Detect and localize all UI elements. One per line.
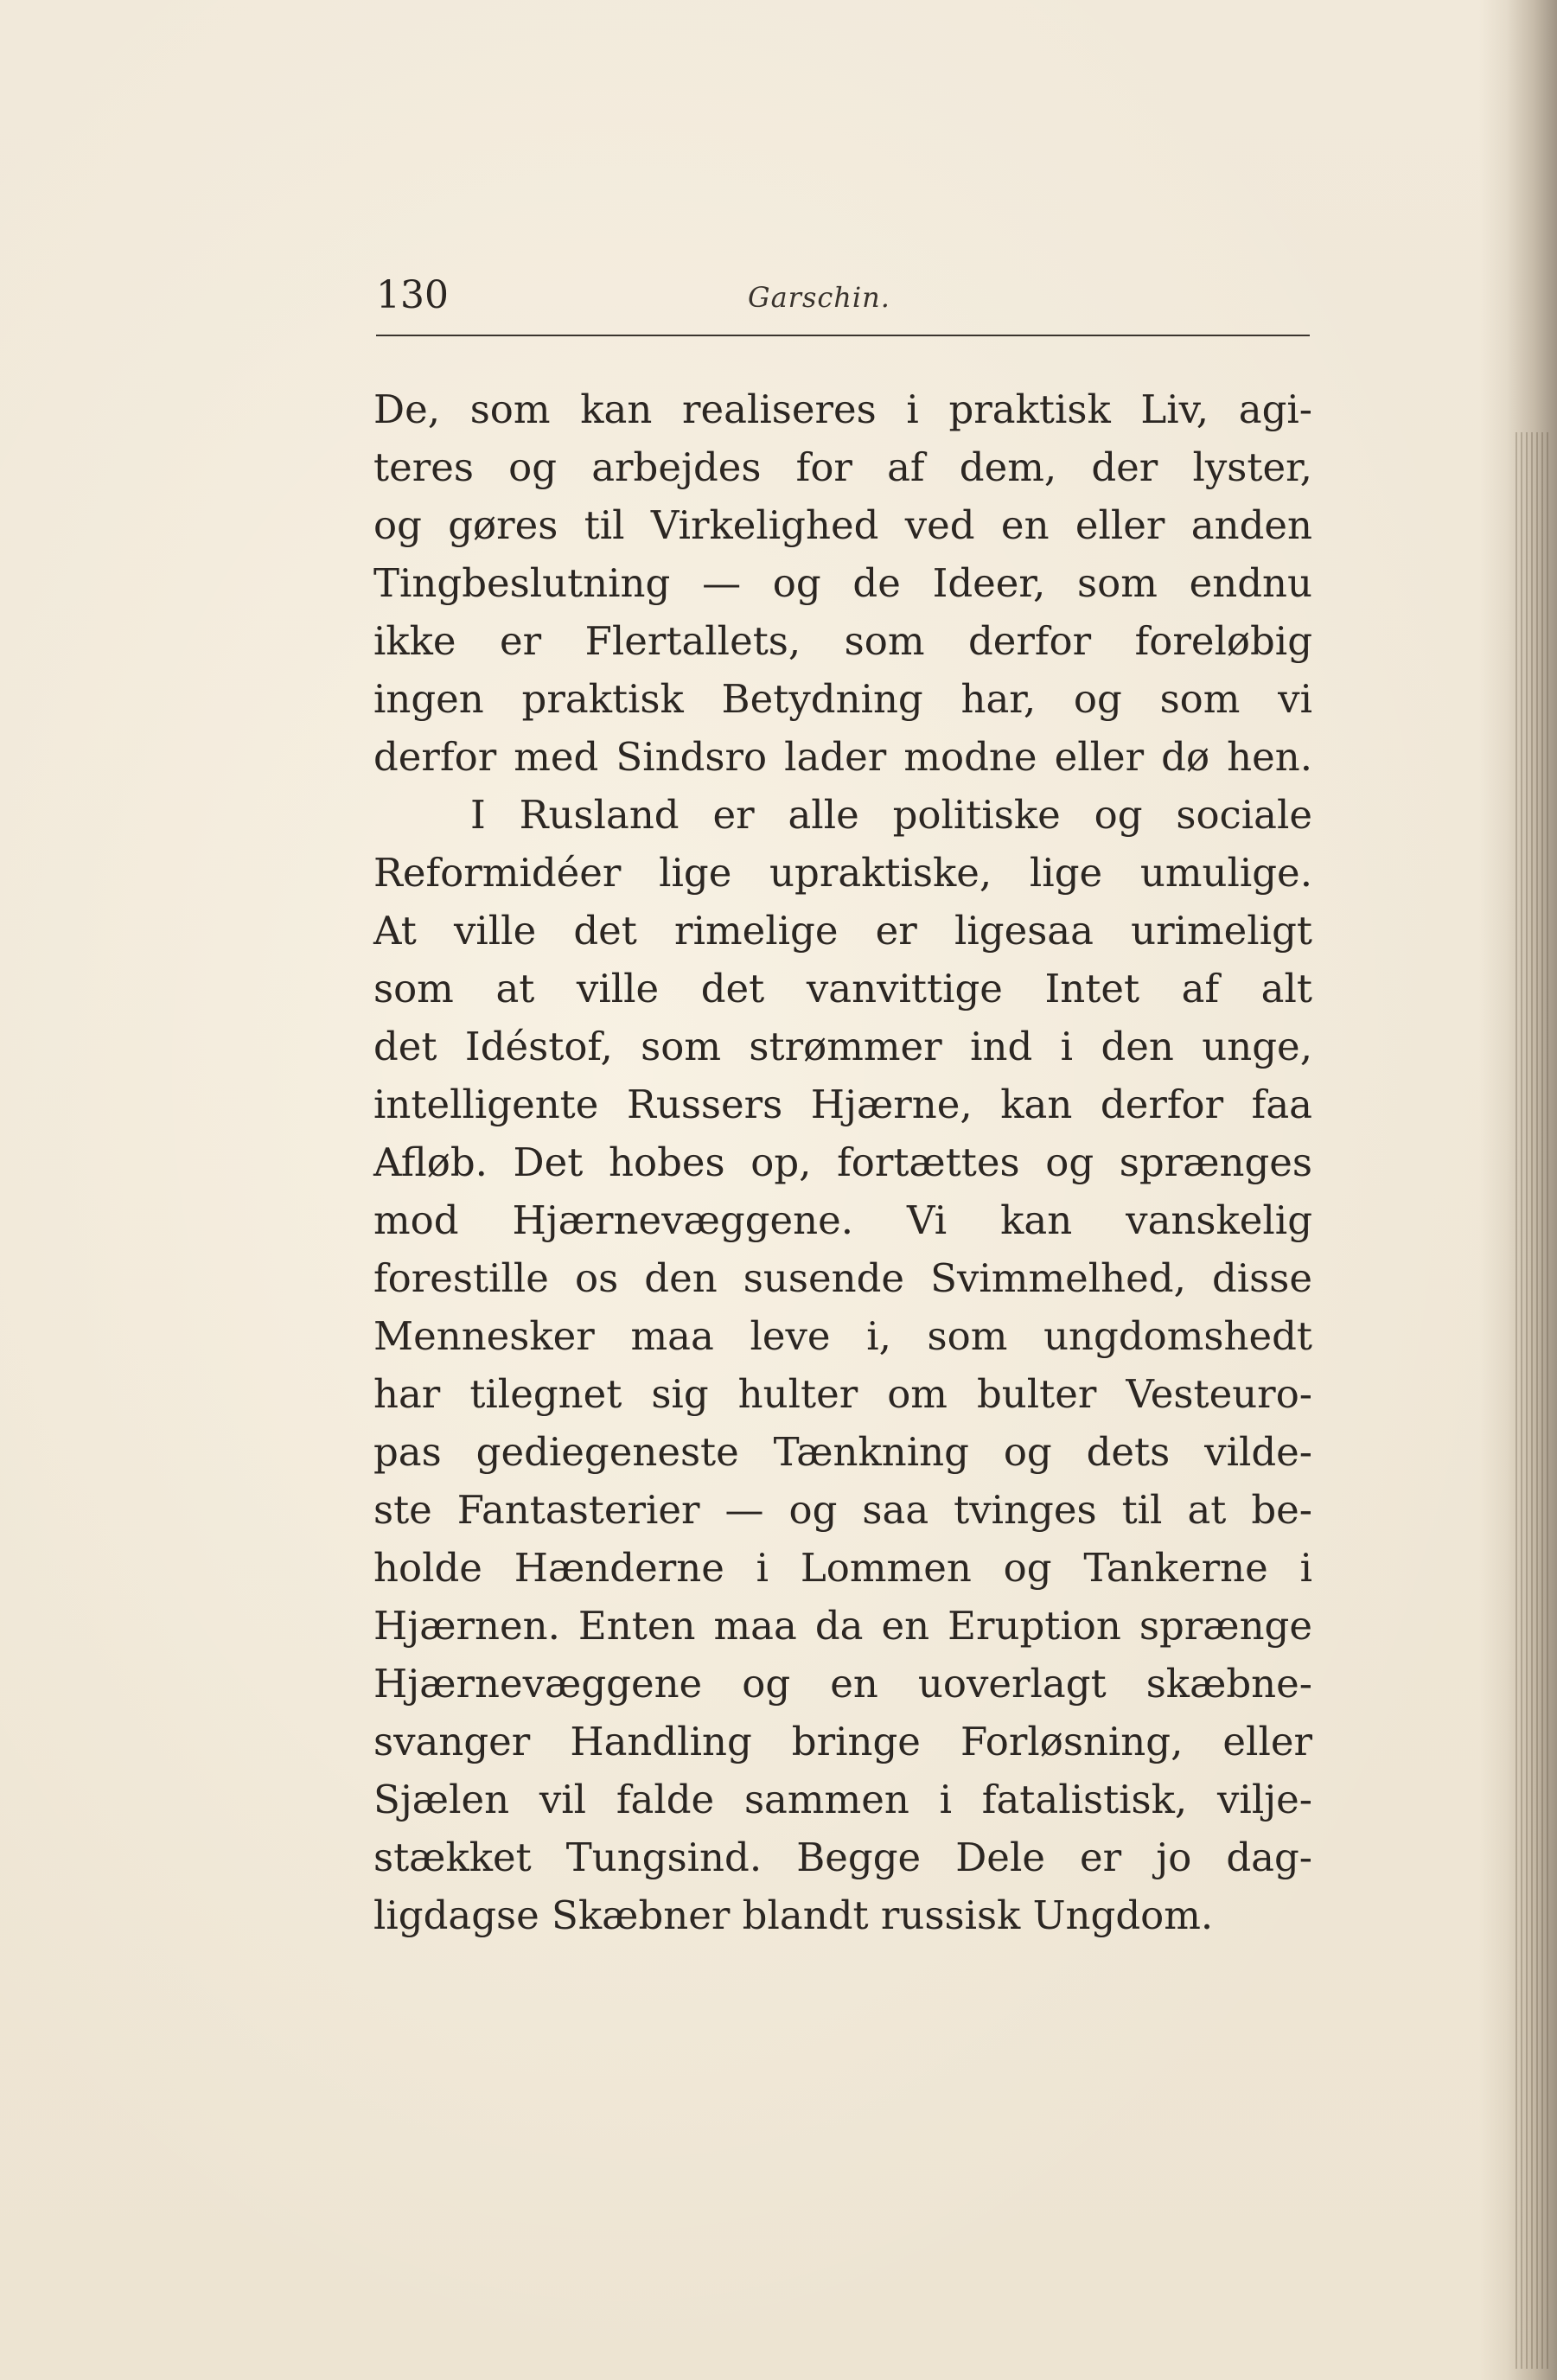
text-line: Mennesker maa leve i, som ungdomshedt <box>373 1313 1312 1359</box>
text-line: og gøres til Virkelighed ved en eller anden <box>373 502 1312 548</box>
running-title: Garschin. <box>748 281 890 314</box>
text-line: som at ville det vanvittige Intet af alt <box>373 966 1312 1011</box>
text-line: ingen praktisk Betydning har, og som vi <box>373 676 1312 722</box>
text-line: har tilegnet sig hulter om bulter Vesteuro- <box>373 1371 1312 1417</box>
text-line: At ville det rimelige er ligesaa urimeligt <box>373 908 1312 954</box>
page-number: 130 <box>376 273 449 317</box>
text-line: Reformidéer lige upraktiske, lige umulige. <box>373 850 1312 896</box>
text-line: stækket Tungsind. Begge Dele er jo dag- <box>373 1834 1312 1880</box>
text-line: Hjærnen. Enten maa da en Eruption sprænge <box>373 1603 1312 1649</box>
text-line: ikke er Flertallets, som derfor foreløbig <box>373 618 1312 664</box>
text-line: Tingbeslutning — og de Ideer, som endnu <box>373 560 1312 606</box>
text-line: forestille os den susende Svimmelhed, disse <box>373 1255 1312 1301</box>
text-line: ste Fantasterier — og saa tvinges til at be- <box>373 1487 1312 1533</box>
text-line: intelligente Russers Hjærne, kan derfor faa <box>373 1082 1312 1127</box>
body-text <box>373 380 1312 1944</box>
text-line: pas gediegeneste Tænkning og dets vilde- <box>373 1429 1312 1475</box>
header-rule <box>376 335 1310 336</box>
text-line: Afløb. Det hobes op, fortættes og sprænges <box>373 1139 1312 1185</box>
page-header <box>376 268 1310 329</box>
page-edge-stack <box>1516 432 1550 2369</box>
text-line: mod Hjærnevæggene. Vi kan vanskelig <box>373 1197 1312 1243</box>
text-line: Sjælen vil falde sammen i fatalistisk, vilje- <box>373 1777 1312 1822</box>
text-line: holde Hænderne i Lommen og Tankerne i <box>373 1545 1312 1591</box>
text-line: teres og arbejdes for af dem, der lyster, <box>373 444 1312 490</box>
text-line: Hjærnevæggene og en uoverlagt skæbne- <box>373 1661 1312 1707</box>
text-line: ligdagse Skæbner blandt russisk Ungdom. <box>373 1892 1214 1938</box>
text-line: De, som kan realiseres i praktisk Liv, agi- <box>373 386 1312 432</box>
text-line: svanger Handling bringe Forløsning, eller <box>373 1719 1312 1764</box>
text-line: det Idéstof, som strømmer ind i den unge, <box>373 1024 1312 1069</box>
text-line: derfor med Sindsro lader modne eller dø hen. <box>373 734 1312 780</box>
text-line: I Rusland er alle politiske og sociale <box>470 792 1312 838</box>
